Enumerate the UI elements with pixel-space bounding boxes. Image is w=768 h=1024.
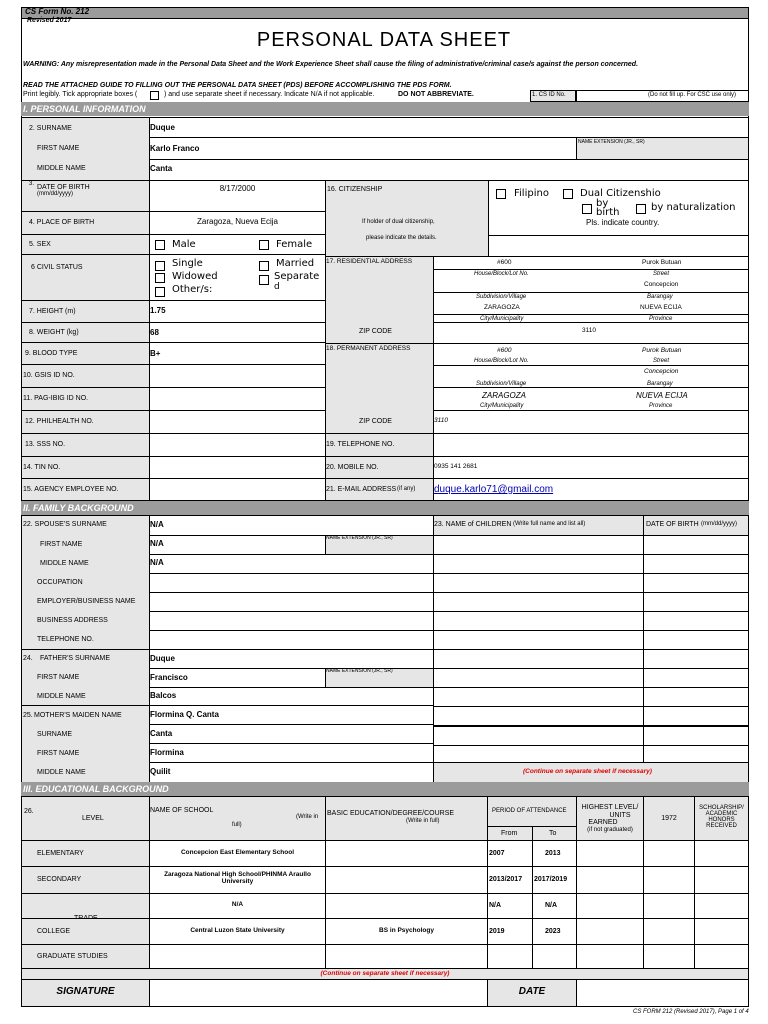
perm-prov-sub: Province <box>649 403 673 409</box>
pagibig-label: 11. PAG-IBIG ID NO. <box>23 395 89 402</box>
edu-honors-3: HONORS <box>708 817 735 823</box>
dual-citizenship-checkbox[interactable] <box>563 189 573 199</box>
edu-level-label: ELEMENTARY <box>37 850 84 857</box>
civil-status-label: 6 CIVIL STATUS <box>31 264 83 271</box>
child-name-field[interactable] <box>433 726 644 746</box>
occupation-label: OCCUPATION <box>37 579 83 586</box>
middle-name-label: MIDDLE NAME <box>37 165 86 172</box>
weight-field[interactable] <box>149 322 326 343</box>
mother-first-field[interactable] <box>149 743 434 763</box>
pob-value: Zaragoza, Nueva Ecija <box>197 217 278 226</box>
child-name-field[interactable] <box>433 687 644 707</box>
edu-course-value: BS in Psychology <box>379 927 434 934</box>
dual-citizenship-label: Dual Citizenshio <box>580 188 661 199</box>
child-dob-note: (mm/dd/yyyy) <box>701 521 737 527</box>
philhealth-label: 12. PHILHEALTH NO. <box>25 418 94 425</box>
separated-label-1: Separate <box>274 271 320 282</box>
child-dob-field[interactable] <box>643 592 749 612</box>
father-surname-label: FATHER'S SURNAME <box>40 655 111 662</box>
perm-zip-label: ZIP CODE <box>359 418 392 425</box>
email-label: 21. E-MAIL ADDRESS <box>326 486 397 493</box>
dual-note-1: If holder of dual citizenship, <box>362 219 435 225</box>
edu-to-value: 2017/2019 <box>534 876 568 883</box>
edu-to-value: N/A <box>545 902 558 909</box>
edu-from-value: 2007 <box>489 850 505 857</box>
dob-num: 3. <box>29 181 35 187</box>
spouse-surname-value: N/A <box>150 520 164 529</box>
perm-row-2 <box>433 387 749 388</box>
perm-row-3 <box>433 410 749 411</box>
edu-continue-note: (Continue on separate sheet if necessary) <box>320 970 450 977</box>
edu-honors-cell[interactable] <box>694 944 749 969</box>
res-brgy-value: Concepcion <box>644 281 679 288</box>
edu-highest-cell[interactable] <box>576 893 644 919</box>
spouse-first-value: N/A <box>150 539 164 548</box>
gsis-field[interactable] <box>149 364 326 388</box>
spouse-tel-label: TELEPHONE NO. <box>37 636 94 643</box>
by-naturalization-label: by naturalization <box>651 202 736 213</box>
pagibig-field[interactable] <box>149 387 326 411</box>
mother-surname-label: SURNAME <box>37 731 73 738</box>
philhealth-field[interactable] <box>149 410 326 434</box>
permanent-label: 18. PERMANENT ADDRESS <box>326 345 411 352</box>
spouse-surname-field[interactable] <box>149 515 434 536</box>
edu-highest-cell[interactable] <box>576 866 644 894</box>
blood-type-field[interactable] <box>149 342 326 365</box>
child-name-field[interactable] <box>433 706 644 726</box>
edu-to-cell[interactable] <box>532 944 577 969</box>
surname-field[interactable] <box>149 117 749 138</box>
child-dob-field[interactable] <box>643 573 749 593</box>
edu-from-value: 2019 <box>489 928 505 935</box>
page-title: PERSONAL DATA SHEET <box>256 29 512 51</box>
child-name-field[interactable] <box>433 668 644 688</box>
sex-label: 5. SEX <box>29 241 51 248</box>
page-footer: CS FORM 212 (Revised 2017), Page 1 of 4 <box>633 1009 749 1015</box>
first-name-label: FIRST NAME <box>37 145 80 152</box>
height-label: 7. HEIGHT (m) <box>29 308 76 315</box>
perm-house-value: #600 <box>497 347 512 354</box>
perm-zip-value: 3110 <box>434 417 448 424</box>
edu-highest-cell[interactable] <box>576 918 644 945</box>
res-row-3 <box>433 301 749 315</box>
print-legibly-text-2: ) and use separate sheet if necessary. Indicate N/A if not applicable. <box>164 91 375 98</box>
edu-level-label: LEVEL <box>82 815 104 822</box>
perm-street-value: Purok Butuan <box>642 347 682 354</box>
res-row-2 <box>433 279 749 293</box>
edu-highest-2: UNITS <box>609 812 631 819</box>
child-name-field[interactable] <box>433 649 644 669</box>
edu-school-full: full) <box>232 822 242 828</box>
child-dob-field[interactable] <box>643 611 749 631</box>
single-checkbox[interactable] <box>155 261 165 271</box>
res-prov-sub: Province <box>649 316 673 322</box>
edu-highest-cell[interactable] <box>576 944 644 969</box>
edu-school-value: Zaragoza National High School/PHINMA Araullo University <box>164 871 311 885</box>
father-surname-field[interactable] <box>149 649 434 669</box>
child-name-field[interactable] <box>433 630 644 650</box>
surname-value: Duque <box>150 123 175 132</box>
weight-label: 8. WEIGHT (kg) <box>29 329 79 336</box>
res-subdiv-sub: Subdivision/Village <box>476 294 527 300</box>
pob-label: 4. PLACE OF BIRTH <box>29 219 95 226</box>
print-legibly-text-1: Print legibly. Tick appropriate boxes ( <box>23 91 138 98</box>
name-extension-label: NAME EXTENSION (JR., SR) <box>578 139 645 145</box>
spouse-first-field[interactable] <box>149 535 326 555</box>
child-dob-field[interactable] <box>643 554 749 574</box>
edu-num: 26. <box>24 808 34 815</box>
edu-course-note: (Write in full) <box>406 818 440 824</box>
business-address-label: BUSINESS ADDRESS <box>37 617 108 624</box>
mobile-label: 20. MOBILE NO. <box>326 464 379 471</box>
mother-maiden-label: MOTHER'S MAIDEN NAME <box>34 712 122 719</box>
res-brgy-sub: Barangay <box>647 294 673 300</box>
dob-format: (mm/dd/yyyy) <box>37 191 73 197</box>
agency-field[interactable] <box>149 478 326 501</box>
blood-type-label: 9. BLOOD TYPE <box>25 350 78 357</box>
father-surname-value: Duque <box>150 654 175 663</box>
by-birth-label-1: by <box>596 198 609 209</box>
edu-from-value: N/A <box>489 902 502 909</box>
section-family-background: II. FAMILY BACKGROUND <box>21 501 749 515</box>
edu-school-write: (Write in <box>296 814 319 820</box>
spouse-surname-label: 22. SPOUSE'S SURNAME <box>23 521 107 528</box>
read-guide-text: READ THE ATTACHED GUIDE TO FILLING OUT THE PERSONAL DATA SHEET (PDS) BEFORE ACCOMPLISHING THE PDS FORM. <box>23 82 452 89</box>
date-field[interactable] <box>576 979 749 1007</box>
mobile-field[interactable] <box>433 456 749 479</box>
edu-to-label: To <box>549 830 557 837</box>
email-value: duque.karlo71@gmail.com <box>434 484 554 495</box>
agency-label: 15. AGENCY EMPLOYEE NO. <box>23 486 119 493</box>
family-continue-note: (Continue on separate sheet if necessary) <box>523 768 652 775</box>
signature-label: SIGNATURE <box>56 986 115 997</box>
father-first-value: Francisco <box>150 673 188 682</box>
section-personal-information: I. PERSONAL INFORMATION <box>21 102 749 116</box>
sss-label: 13. SSS NO. <box>25 441 66 448</box>
others-checkbox[interactable] <box>155 287 165 297</box>
perm-prov-value: NUEVA ECIJA <box>636 391 688 400</box>
father-name-ext-label: NAME EXTENSION (JR., SR) <box>326 668 393 674</box>
spouse-middle-label: MIDDLE NAME <box>40 560 89 567</box>
mother-middle-label: MIDDLE NAME <box>37 769 86 776</box>
perm-row-1 <box>433 365 749 366</box>
perm-house-sub: House/Block/Lot No. <box>474 358 529 364</box>
mother-maiden-value: Flormina Q. Canta <box>150 710 219 719</box>
single-label: Single <box>172 258 203 269</box>
edu-honors-cell[interactable] <box>694 866 749 894</box>
residential-label: 17. RESIDENTIAL ADDRESS <box>326 258 413 265</box>
edu-honors-cell[interactable] <box>694 918 749 945</box>
child-dob-field[interactable] <box>643 535 749 555</box>
sss-field[interactable] <box>149 433 326 457</box>
edu-course-cell[interactable] <box>325 840 488 867</box>
email-note: (if any) <box>397 486 416 492</box>
mother-surname-field[interactable] <box>149 724 434 744</box>
form-revised: Revised 2017 <box>27 17 72 24</box>
edu-level-label: SECONDARY <box>37 876 82 883</box>
edu-honors-cell[interactable] <box>694 840 749 867</box>
father-middle-field[interactable] <box>149 687 434 706</box>
child-name-field[interactable] <box>433 535 644 555</box>
do-not-abbreviate: DO NOT ABBREVIATE. <box>398 91 474 98</box>
married-label: Married <box>276 258 315 269</box>
edu-year-cell[interactable] <box>643 893 695 919</box>
children-note: (Write full name and list all) <box>513 521 586 527</box>
dual-note-2: please indicate the details. <box>366 235 437 241</box>
child-name-field[interactable] <box>433 611 644 631</box>
sample-checkbox <box>150 91 159 100</box>
perm-city-value: ZARAGOZA <box>482 391 527 400</box>
perm-brgy-sub: Barangay <box>647 381 673 387</box>
edu-highest-4: (if not graduated) <box>587 827 633 833</box>
female-checkbox[interactable] <box>259 240 269 250</box>
employer-field[interactable] <box>149 592 434 612</box>
res-row-4 <box>433 322 749 323</box>
citizenship-label: 16. CITIZENSHIP <box>327 186 383 193</box>
edu-school-label: NAME OF SCHOOL <box>150 807 214 814</box>
occupation-field[interactable] <box>149 573 434 593</box>
by-naturalization-checkbox[interactable] <box>636 204 646 214</box>
business-address-field[interactable] <box>149 611 434 631</box>
edu-honors-cell[interactable] <box>694 893 749 919</box>
perm-street-sub: Street <box>653 358 670 364</box>
perm-brgy-value: Concepcion <box>644 368 679 375</box>
edu-honors-1: SCHOLARSHIP/ <box>699 805 744 811</box>
father-middle-value: Balcos <box>150 691 177 700</box>
res-house-sub: House/Block/Lot No. <box>474 271 529 277</box>
tin-label: 14. TIN NO. <box>23 464 61 471</box>
res-row-1 <box>433 256 749 270</box>
telephone-label: 19. TELEPHONE NO. <box>326 441 395 448</box>
signature-field[interactable] <box>149 979 488 1007</box>
csc-use-note: (Do not fill up. For CSC use only) <box>648 92 737 98</box>
perm-subdiv-sub: Subdivision/Village <box>476 381 527 387</box>
edu-highest-1: HIGHEST LEVEL/ <box>581 804 639 811</box>
mother-first-value: Flormina <box>150 748 184 757</box>
edu-to-value: 2023 <box>545 928 561 935</box>
tin-field[interactable] <box>149 456 326 479</box>
by-birth-checkbox[interactable] <box>582 204 592 214</box>
father-middle-label: MIDDLE NAME <box>37 693 86 700</box>
child-dob-field[interactable] <box>643 649 749 669</box>
edu-school-value: Central Luzon State University <box>190 927 285 934</box>
edu-course-cell[interactable] <box>325 893 488 919</box>
telephone-field[interactable] <box>433 433 749 457</box>
edu-honors-4: RECEIVED <box>706 823 737 829</box>
edu-highest-3: EARNED <box>588 819 618 826</box>
child-name-field[interactable] <box>433 592 644 612</box>
edu-year-cell[interactable] <box>643 944 695 969</box>
edu-period-label: PERIOD OF ATTENDANCE <box>492 808 567 814</box>
first-name-value: Karlo Franco <box>150 144 200 153</box>
edu-year-label: 1972 <box>661 815 677 822</box>
first-name-field[interactable] <box>149 137 577 160</box>
spouse-first-label: FIRST NAME <box>40 541 83 548</box>
perm-city-sub: City/Municipality <box>480 403 524 409</box>
filipino-label: Filipino <box>514 188 549 199</box>
mother-middle-field[interactable] <box>149 762 434 783</box>
separated-label-2: d <box>274 282 280 292</box>
dual-country-field[interactable] <box>488 235 749 257</box>
edu-course-cell[interactable] <box>325 866 488 894</box>
permanent-field[interactable] <box>433 343 749 434</box>
cs-id-label: 1. CS ID No. <box>532 92 566 98</box>
edu-school-cell[interactable] <box>149 944 326 969</box>
spouse-middle-value: N/A <box>150 558 164 567</box>
edu-year-cell[interactable] <box>643 866 695 894</box>
father-first-label: FIRST NAME <box>37 674 80 681</box>
height-field[interactable] <box>149 300 326 323</box>
edu-to-value: 2013 <box>545 850 561 857</box>
male-checkbox[interactable] <box>155 240 165 250</box>
res-prov-value: NUEVA ECIJA <box>640 304 682 311</box>
child-dob-field[interactable] <box>643 687 749 707</box>
edu-from-label: From <box>501 830 518 837</box>
dob-value: 8/17/2000 <box>219 184 256 193</box>
res-street-sub: Street <box>653 271 670 277</box>
gsis-label: 10. GSIS ID NO. <box>23 372 75 379</box>
edu-from-cell[interactable] <box>487 944 533 969</box>
edu-highest-cell[interactable] <box>576 840 644 867</box>
height-value: 1.75 <box>150 306 166 315</box>
widowed-checkbox[interactable] <box>155 273 165 283</box>
surname-label: 2. SURNAME <box>29 125 72 132</box>
edu-level-label: COLLEGE <box>37 928 71 935</box>
edu-year-cell[interactable] <box>643 918 695 945</box>
child-dob-field[interactable] <box>643 668 749 688</box>
edu-course-cell[interactable] <box>325 944 488 969</box>
female-label: Female <box>276 239 313 250</box>
married-checkbox[interactable] <box>259 261 269 271</box>
filipino-checkbox[interactable] <box>496 189 506 199</box>
weight-value: 68 <box>150 328 159 337</box>
widowed-label: Widowed <box>172 271 218 282</box>
form-number: CS Form No. 212 <box>25 7 90 16</box>
blood-type-value: B+ <box>150 349 161 358</box>
child-dob-field[interactable] <box>643 706 749 726</box>
res-house-value: #600 <box>497 259 512 266</box>
employer-label: EMPLOYER/BUSINESS NAME <box>37 598 136 605</box>
child-dob-label: DATE OF BIRTH <box>646 521 699 528</box>
date-label: DATE <box>518 986 546 997</box>
others-label: Other/s: <box>172 284 213 295</box>
spouse-name-ext-label: NAME EXTENSION (JR., SR) <box>326 535 393 541</box>
child-dob-field[interactable] <box>643 630 749 650</box>
father-num: 24. <box>23 655 33 662</box>
male-label: Male <box>172 239 196 250</box>
child-dob-field[interactable] <box>643 726 749 746</box>
edu-from-value: 2013/2017 <box>489 876 523 883</box>
child-name-field[interactable] <box>433 554 644 574</box>
res-zip-value: 3110 <box>582 327 596 334</box>
mother-surname-value: Canta <box>150 729 173 738</box>
form-number-bar <box>21 7 749 19</box>
middle-name-field[interactable] <box>149 159 749 181</box>
by-birth-label-2: birth <box>596 207 620 218</box>
edu-honors-2: ACADEMIC <box>705 811 738 817</box>
mobile-value: 0935 141 2681 <box>434 463 478 470</box>
edu-year-cell[interactable] <box>643 840 695 867</box>
spouse-tel-field[interactable] <box>149 630 434 650</box>
pls-indicate-country: Pls. indicate country. <box>586 218 660 227</box>
child-name-field[interactable] <box>433 573 644 593</box>
edu-course-label: BASIC EDUCATION/DEGREE/COURSE <box>327 810 455 817</box>
middle-name-value: Canta <box>150 164 173 173</box>
children-label: 23. NAME of CHILDREN <box>434 521 512 528</box>
mother-first-label: FIRST NAME <box>37 750 80 757</box>
warning-text: WARNING: Any misrepresentation made in the Personal Data Sheet and the Work Experience Sheet shall cause the filing of administrative/criminal case/s against the person concerned. <box>23 61 639 68</box>
mother-num: 25. <box>23 712 33 719</box>
edu-school-value: Concepcion East Elementary School <box>180 849 295 856</box>
civil-status-label-cell <box>21 254 150 301</box>
dob-label: DATE OF BIRTH <box>37 184 90 191</box>
res-street-value: Purok Butuan <box>642 259 682 266</box>
section-educational-background: III. EDUCATIONAL BACKGROUND <box>21 782 749 796</box>
res-zip-label: ZIP CODE <box>359 328 392 335</box>
res-city-sub: City/Municipality <box>480 316 524 322</box>
separated-checkbox[interactable] <box>259 275 269 285</box>
edu-school-value: N/A <box>231 901 244 908</box>
mother-middle-value: Quilit <box>150 767 171 776</box>
edu-level-label: GRADUATE STUDIES <box>37 953 108 960</box>
spouse-middle-field[interactable] <box>149 554 434 574</box>
res-city-value: ZARAGOZA <box>484 304 520 311</box>
